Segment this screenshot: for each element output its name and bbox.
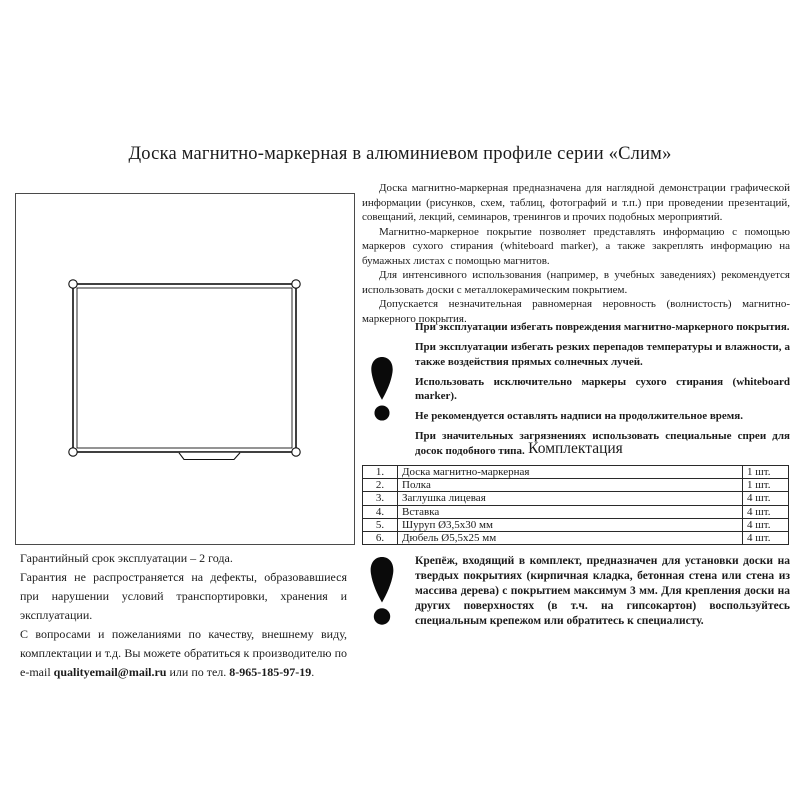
kit-heading: Комплектация: [528, 440, 623, 457]
kit-row-qty: 1 шт.: [743, 479, 789, 492]
table-row: [363, 505, 789, 518]
table-row: [363, 518, 789, 531]
warranty-contact-mid: или по тел.: [166, 665, 230, 679]
kit-table: [362, 465, 789, 545]
intro-text: [362, 181, 790, 326]
kit-row-num: 6.: [363, 531, 398, 544]
warning-item: При значительных загрязнениях использовать специальные спреи для досок подобного типа.: [415, 430, 790, 457]
intro-paragraph: Доска магнитно-маркерная предназначена для наглядной демонстрации графической информации (рисунков, схем, таблиц, фотографий и т.п.) при проведении презентаций, совещаний, лекций, семинаров, тренингов и прочих подобных мероприятий.: [362, 182, 790, 224]
table-row: [363, 479, 789, 492]
kit-row-name: Дюбель Ø5,5x25 мм: [398, 531, 743, 544]
warranty-contact-prefix: С вопросами и пожеланиями по качеству, внешнему виду, комплектации и т.д. Вы можете обратиться к производителю по e-mail: [20, 627, 347, 679]
fastener-note: [362, 552, 790, 630]
product-figure-frame: [15, 193, 355, 545]
table-row: [363, 531, 789, 544]
fastener-note-text: Крепёж, входящий в комплект, предназначен для установки доски на твердых покрытиях (кирпичная кладка, бетонная стена или стена из массива дерева) с покрытием максимум 3 мм. Для крепления доски на других поверхностях (в т.ч. на гипсокартон) воспользуйтесь специальным крепежом или обратитесь к специалисту.: [415, 554, 790, 627]
warranty-term: Гарантийный срок эксплуатации – 2 года.: [20, 551, 233, 565]
warning-item: Не рекомендуется оставлять надписи на продолжительное время.: [415, 410, 743, 422]
kit-row-num: 2.: [363, 479, 398, 492]
usage-warnings-text: [415, 320, 790, 458]
page-title: Доска магнитно-маркерная в алюминиевом профиле серии «Слим»: [128, 144, 672, 164]
kit-row-num: 5.: [363, 518, 398, 531]
usage-warnings: [362, 320, 790, 458]
warranty-contact-suffix: .: [311, 665, 315, 679]
kit-row-name: Шуруп Ø3,5x30 мм: [398, 518, 743, 531]
warning-item: Использовать исключительно маркеры сухого стирания (whiteboard marker).: [415, 375, 790, 402]
kit-row-num: 4.: [363, 505, 398, 518]
kit-row-qty: 4 шт.: [743, 518, 789, 531]
contact-email: qualityemail@mail.ru: [53, 665, 167, 679]
exclamation-icon: [362, 552, 402, 630]
warranty-block: [20, 549, 347, 682]
exclamation-icon: [362, 356, 402, 422]
table-row: [363, 466, 789, 479]
intro-paragraph: Магнитно-маркерное покрытие позволяет представлять информацию с помощью маркеров сухого стирания (whiteboard marker), а также закреплять информацию на бумажных листах с помощью магнитов.: [362, 225, 790, 267]
table-row: [363, 492, 789, 505]
kit-row-num: 1.: [363, 466, 398, 479]
intro-paragraph: Для интенсивного использования (например, в учебных заведениях) рекомендуется использовать доски с металлокерамическим покрытием.: [362, 269, 790, 296]
contact-phone: 8-965-185-97-19: [229, 665, 312, 679]
kit-row-qty: 4 шт.: [743, 505, 789, 518]
kit-row-name: Доска магнитно-маркерная: [398, 466, 743, 479]
warranty-contact: [20, 625, 347, 682]
warning-item: При эксплуатации избегать повреждения магнитно-маркерного покрытия.: [415, 321, 790, 333]
intro-paragraph: Допускается незначительная равномерная неровность (волнистость) магнитно-маркерного покрытия.: [362, 298, 790, 325]
kit-row-num: 3.: [363, 492, 398, 505]
warning-item: При эксплуатации избегать резких перепадов температуры и влажности, а также воздействия прямых солнечных лучей.: [415, 341, 790, 368]
kit-row-qty: 4 шт.: [743, 531, 789, 544]
kit-row-qty: 1 шт.: [743, 466, 789, 479]
warranty-disclaimer: Гарантия не распространяется на дефекты, образовавшиеся при нарушении условий транспортировки, хранения и эксплуатации.: [20, 570, 347, 622]
whiteboard-diagram-icon: [16, 194, 354, 544]
kit-row-name: Вставка: [398, 505, 743, 518]
kit-row-name: Заглушка лицевая: [398, 492, 743, 505]
kit-row-name: Полка: [398, 479, 743, 492]
kit-row-qty: 4 шт.: [743, 492, 789, 505]
